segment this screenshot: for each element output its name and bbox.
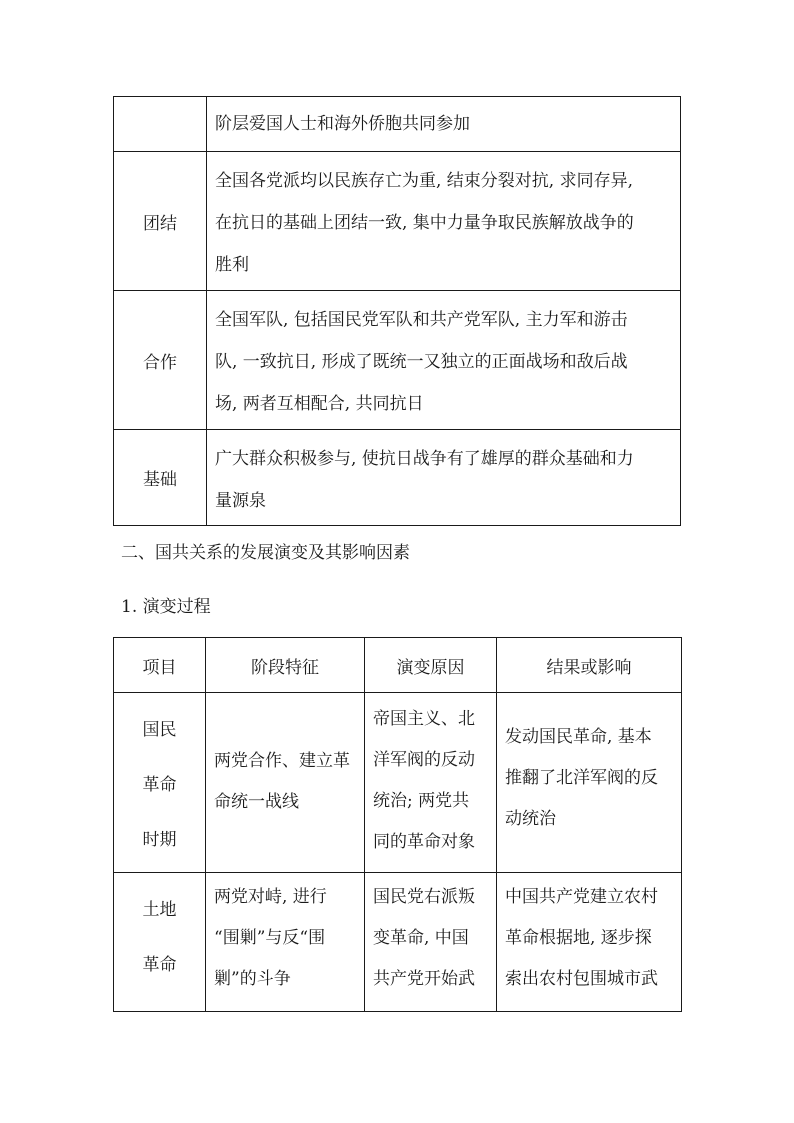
summary-table xyxy=(113,96,681,526)
text-line: 土地 xyxy=(142,900,177,920)
text-line: 变革命, 中国 xyxy=(373,928,469,948)
text-line: 革命 xyxy=(142,955,177,975)
row-content xyxy=(207,430,681,526)
text-line: 洋军阀的反动 xyxy=(373,750,475,770)
table-row xyxy=(114,873,682,1012)
table-row xyxy=(114,291,681,430)
period-cell xyxy=(114,693,206,873)
text-line: 场, 两者互相配合, 共同抗日 xyxy=(215,394,424,414)
row-label: 合作 xyxy=(114,291,207,430)
table-header-row xyxy=(114,638,682,693)
table-row xyxy=(114,97,681,152)
text-line: 量源泉 xyxy=(215,491,266,511)
header-feature: 阶段特征 xyxy=(206,638,365,693)
text-line: 广大群众积极参与, 使抗日战争有了雄厚的群众基础和力 xyxy=(215,449,634,469)
text-line: 两党合作、建立革 xyxy=(214,751,350,771)
reason-cell xyxy=(365,693,497,873)
text-line: 全国各党派均以民族存亡为重, 结束分裂对抗, 求同存异, xyxy=(215,171,634,191)
text-line: 队, 一致抗日, 形成了既统一又独立的正面战场和敌后战 xyxy=(215,352,628,372)
text-line: 全国军队, 包括国民党军队和共产党军队, 主力军和游击 xyxy=(215,310,628,330)
header-result: 结果或影响 xyxy=(497,638,682,693)
text-line: 发动国民革命, 基本 xyxy=(505,727,652,747)
table-row xyxy=(114,152,681,291)
text-line: 在抗日的基础上团结一致, 集中力量争取民族解放战争的 xyxy=(215,213,634,233)
text-line: “围剿”与反“围 xyxy=(214,928,326,948)
text-line: 革命 xyxy=(142,775,177,795)
row-label: 团结 xyxy=(114,152,207,291)
row-label: 基础 xyxy=(114,430,207,526)
text-line: 两党对峙, 进行 xyxy=(214,887,327,907)
section-heading: 二、国共关系的发展演变及其影响因素 xyxy=(121,543,410,563)
row-content: 阶层爱国人士和海外侨胞共同参加 xyxy=(207,97,681,152)
text-line: 中国共产党建立农村 xyxy=(505,887,658,907)
text-line: 共产党开始武 xyxy=(373,969,475,989)
text-line: 帝国主义、北 xyxy=(373,709,475,729)
row-content xyxy=(207,152,681,291)
text-line: 统治; 两党共 xyxy=(373,791,470,811)
header-item: 项目 xyxy=(114,638,206,693)
result-cell xyxy=(497,693,682,873)
sub-heading: 1. 演变过程 xyxy=(121,597,211,617)
row-label xyxy=(114,97,207,152)
evolution-table xyxy=(113,637,682,1012)
reason-cell xyxy=(365,873,497,1012)
text-line: 剿”的斗争 xyxy=(214,969,291,989)
period-cell xyxy=(114,873,206,1012)
text-line: 索出农村包围城市武 xyxy=(505,969,658,989)
feature-cell xyxy=(206,693,365,873)
text-line: 胜利 xyxy=(215,255,249,275)
text-line: 命统一战线 xyxy=(214,792,299,812)
feature-cell xyxy=(206,873,365,1012)
table-row xyxy=(114,693,682,873)
text-line: 推翻了北洋军阀的反 xyxy=(505,768,658,788)
text-line: 时期 xyxy=(142,830,177,850)
header-reason: 演变原因 xyxy=(365,638,497,693)
text-line: 同的革命对象 xyxy=(373,832,475,852)
text-line: 革命根据地, 逐步探 xyxy=(505,928,652,948)
text-line: 动统治 xyxy=(505,809,556,829)
result-cell xyxy=(497,873,682,1012)
text-line: 国民党右派叛 xyxy=(373,887,475,907)
row-content xyxy=(207,291,681,430)
text-line: 国民 xyxy=(142,720,177,740)
table-row xyxy=(114,430,681,526)
